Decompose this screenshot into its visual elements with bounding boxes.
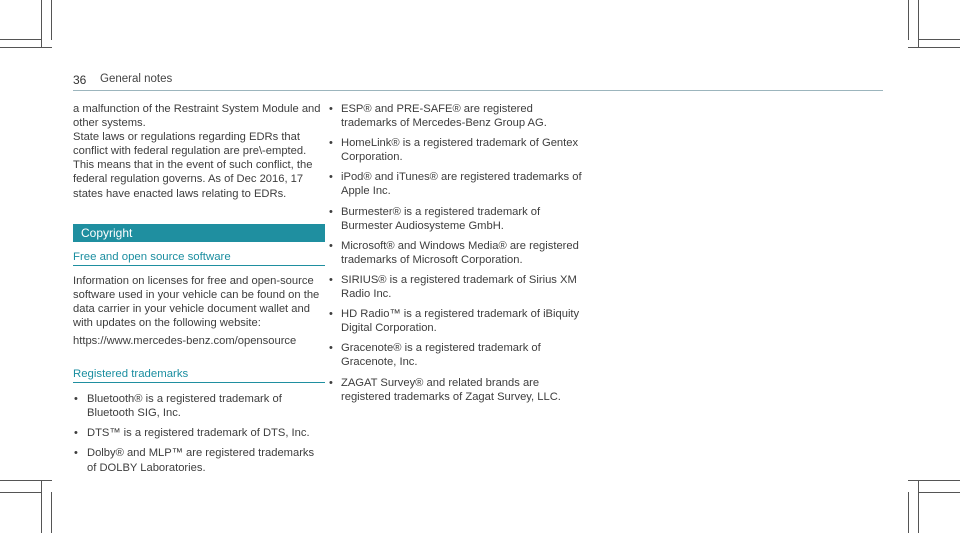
list-item — [327, 239, 589, 267]
crop-mark — [51, 0, 52, 40]
paragraph: Information on licenses for free and open-source software used in your vehicle can be found on the data carrier in your vehicle document wallet and with updates on the following website: — [73, 274, 320, 329]
list-item — [327, 307, 589, 335]
list-item — [327, 341, 589, 369]
list-item-text: Bluetooth® is a registered trademark of Bluetooth SIG, Inc. — [87, 393, 282, 420]
trademark-list — [73, 392, 325, 474]
list-item-text: Gracenote® is a registered trademark of Gracenote, Inc. — [341, 342, 541, 369]
crop-mark — [908, 0, 909, 40]
foss-heading: Free and open source software — [73, 250, 325, 266]
crop-mark — [908, 480, 960, 481]
list-item — [327, 376, 589, 404]
crop-mark — [918, 492, 960, 493]
bullet-icon: • — [329, 137, 333, 150]
list-item — [73, 392, 325, 420]
bullet-icon: • — [329, 205, 333, 218]
header-rule — [73, 90, 883, 91]
paragraph: a malfunction of the Restraint System Module and other systems. — [73, 103, 321, 130]
list-item-text: Burmester® is a registered trademark of Burmester Audiosysteme GmbH. — [341, 205, 541, 232]
crop-mark — [41, 480, 42, 533]
list-item-text: ESP® and PRE-SAFE® are registered trademarks of Mercedes-Benz Group AG. — [341, 103, 547, 130]
foss-url: https://www.mercedes-benz.com/opensource — [73, 335, 297, 348]
bullet-icon: • — [329, 273, 333, 286]
list-item-text: Microsoft® and Windows Media® are registered trademarks of Microsoft Corporation. — [341, 239, 579, 266]
right-column — [327, 102, 589, 410]
bullet-icon: • — [74, 447, 78, 460]
list-item-text: iPod® and iTunes® are registered trademarks of Apple Inc. — [341, 171, 582, 198]
page-header — [73, 73, 883, 91]
list-item-text: HD Radio™ is a registered trademark of iBiquity Digital Corporation. — [341, 308, 580, 335]
paragraph: State laws or regulations regarding EDRs that conflict with federal regulation are pre\-empted. This means that in the event of such conflict, the federal regulation governs. As of Dec 2016, 17 states have enacted laws relating to EDRs. — [73, 131, 313, 200]
crop-mark — [918, 39, 960, 40]
crop-mark — [0, 480, 52, 481]
list-item-text: ZAGAT Survey® and related brands are registered trademarks of Zagat Survey, LLC. — [341, 376, 561, 403]
bullet-icon: • — [329, 376, 333, 389]
bullet-icon: • — [329, 342, 333, 355]
list-item — [327, 136, 589, 164]
list-item — [73, 446, 325, 474]
list-item — [327, 102, 589, 130]
section-title: General notes — [100, 73, 173, 85]
list-item — [73, 426, 325, 440]
list-item-text: DTS™ is a registered trademark of DTS, Inc. — [87, 427, 310, 440]
crop-mark — [0, 39, 42, 40]
crop-mark — [918, 0, 919, 48]
crop-mark — [908, 492, 909, 533]
list-item — [327, 170, 589, 198]
crop-mark — [908, 47, 960, 48]
crop-mark — [0, 492, 42, 493]
left-column — [73, 102, 325, 481]
trademarks-heading: Registered trademarks — [73, 367, 325, 383]
crop-mark — [918, 480, 919, 533]
bullet-icon: • — [74, 393, 78, 406]
bullet-icon: • — [329, 308, 333, 321]
crop-mark — [51, 492, 52, 533]
list-item-text: HomeLink® is a registered trademark of Gentex Corporation. — [341, 137, 579, 164]
bullet-icon: • — [329, 103, 333, 115]
list-item-text: SIRIUS® is a registered trademark of Sirius XM Radio Inc. — [341, 273, 577, 301]
list-item-text: Dolby® and MLP™ are registered trademarks of DOLBY Laboratories. — [87, 447, 315, 474]
bullet-icon: • — [74, 427, 78, 440]
copyright-heading: Copyright — [73, 224, 325, 242]
bullet-icon: • — [329, 171, 333, 184]
crop-mark — [41, 0, 42, 48]
list-item — [327, 273, 589, 301]
page-number: 36 — [73, 73, 87, 87]
bullet-icon: • — [329, 239, 333, 252]
trademark-list — [327, 102, 589, 404]
list-item — [327, 205, 589, 233]
crop-mark — [0, 47, 52, 48]
